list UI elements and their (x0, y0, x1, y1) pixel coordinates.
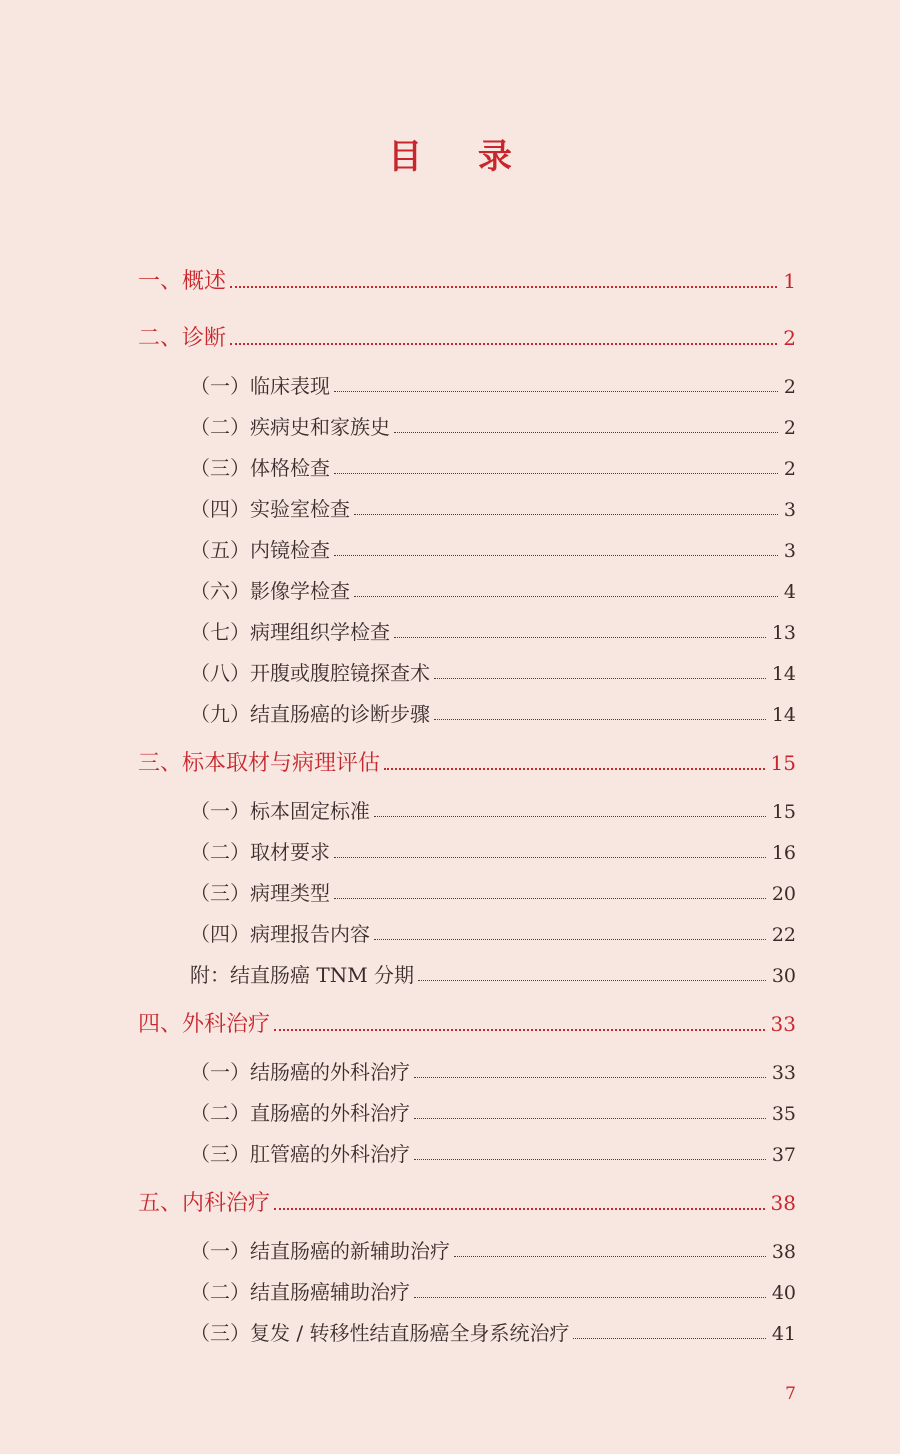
toc-label: （五）内镜检查 (190, 538, 330, 562)
toc-label: 二、诊断 (138, 326, 227, 351)
toc-label: （九）结直肠癌的诊断步骤 (190, 702, 430, 726)
toc-section[interactable] (190, 622, 796, 643)
toc-section[interactable] (190, 1241, 796, 1262)
toc-page-number: 38 (771, 1241, 796, 1263)
page-title: 目 录 (388, 137, 534, 177)
toc-page-number: 37 (771, 1144, 796, 1166)
toc-page-number: 14 (771, 704, 796, 726)
toc-page-number: 38 (770, 1191, 796, 1215)
toc-page-number: 40 (771, 1282, 796, 1304)
toc-page-number: 30 (771, 965, 796, 987)
leader-dots (414, 1077, 766, 1078)
toc-page-number: 3 (783, 499, 796, 521)
leader-dots (274, 1208, 765, 1210)
toc-label: （一）结直肠癌的新辅助治疗 (190, 1239, 450, 1263)
toc-label: 三、标本取材与病理评估 (138, 751, 381, 776)
toc-section[interactable] (190, 801, 796, 822)
toc-label: 附：结直肠癌 TNM 分期 (190, 963, 415, 987)
leader-dots (334, 555, 778, 556)
toc-label: （三）肛管癌的外科治疗 (190, 1142, 410, 1166)
leader-dots (334, 857, 766, 858)
toc-page-number: 20 (771, 883, 796, 905)
toc-page-number: 3 (783, 540, 796, 562)
leader-dots (230, 343, 777, 345)
toc-chapter-surgery[interactable] (138, 1014, 796, 1036)
toc-page-number: 16 (771, 842, 796, 864)
toc-section[interactable] (190, 458, 796, 479)
toc-label: （六）影像学检查 (190, 579, 350, 603)
toc-section[interactable] (190, 924, 796, 945)
toc-section[interactable] (190, 842, 796, 863)
toc-page-number: 2 (783, 326, 796, 350)
toc-section[interactable] (190, 376, 796, 397)
leader-dots (384, 768, 765, 770)
leader-dots (414, 1159, 766, 1160)
toc-chapter-medical-treatment[interactable] (138, 1193, 796, 1215)
toc-section[interactable] (190, 1323, 796, 1344)
toc-section[interactable] (190, 1062, 796, 1083)
toc-page-number: 2 (783, 458, 796, 480)
toc-page-number: 35 (771, 1103, 796, 1125)
toc-section[interactable] (190, 1144, 796, 1165)
toc-label: （二）结直肠癌辅助治疗 (190, 1280, 410, 1304)
leader-dots (434, 719, 766, 720)
toc-chapter-pathology[interactable] (138, 753, 796, 775)
leader-dots (418, 980, 766, 981)
toc-chapter-diagnosis[interactable] (138, 328, 796, 350)
leader-dots (414, 1118, 766, 1119)
toc-page-number: 41 (771, 1323, 796, 1345)
toc-label: （三）复发 / 转移性结直肠癌全身系统治疗 (190, 1321, 570, 1345)
toc-label: （八）开腹或腹腔镜探查术 (190, 661, 430, 685)
toc-label: （一）标本固定标准 (190, 799, 370, 823)
toc-section[interactable] (190, 417, 796, 438)
toc-section[interactable] (190, 581, 796, 602)
leader-dots (374, 816, 766, 817)
toc-page-number: 2 (783, 417, 796, 439)
leader-dots (394, 637, 766, 638)
toc-page-number: 13 (771, 622, 796, 644)
toc-section-appendix[interactable] (190, 965, 796, 986)
leader-dots (454, 1256, 766, 1257)
leader-dots (230, 286, 777, 288)
toc-page-number: 15 (771, 801, 796, 823)
toc-page-number: 22 (771, 924, 796, 946)
toc-label: （二）取材要求 (190, 840, 330, 864)
toc-label: （三）病理类型 (190, 881, 330, 905)
leader-dots (334, 898, 766, 899)
leader-dots (374, 939, 766, 940)
toc-page-number: 33 (770, 1012, 796, 1036)
toc-label: （四）实验室检查 (190, 497, 350, 521)
toc-section[interactable] (190, 499, 796, 520)
toc-section[interactable] (190, 1282, 796, 1303)
leader-dots (334, 473, 778, 474)
toc-section[interactable] (190, 540, 796, 561)
leader-dots (334, 391, 778, 392)
toc-section[interactable] (190, 663, 796, 684)
leader-dots (414, 1297, 766, 1298)
toc-label: （一）结肠癌的外科治疗 (190, 1060, 410, 1084)
leader-dots (354, 514, 778, 515)
leader-dots (394, 432, 778, 433)
leader-dots (274, 1029, 765, 1031)
leader-dots (434, 678, 766, 679)
toc-chapter-overview[interactable] (138, 271, 796, 293)
toc-page-number: 14 (771, 663, 796, 685)
toc-page-number: 1 (783, 269, 796, 293)
toc-label: 一、概述 (138, 269, 227, 294)
toc-section[interactable] (190, 883, 796, 904)
toc-label: （七）病理组织学检查 (190, 620, 390, 644)
toc-label: （二）疾病史和家族史 (190, 415, 390, 439)
page-number-footer: 7 (785, 1384, 796, 1404)
toc-label: 五、内科治疗 (138, 1191, 271, 1216)
toc-label: （三）体格检查 (190, 456, 330, 480)
toc-label: （四）病理报告内容 (190, 922, 370, 946)
toc-label: 四、外科治疗 (138, 1012, 271, 1037)
toc-section[interactable] (190, 704, 796, 725)
toc-page-number: 2 (783, 376, 796, 398)
toc-label: （一）临床表现 (190, 374, 330, 398)
toc-page-number: 33 (771, 1062, 796, 1084)
toc-page-number: 15 (770, 751, 796, 775)
leader-dots (354, 596, 778, 597)
toc-page-number: 4 (783, 581, 796, 603)
toc-label: （二）直肠癌的外科治疗 (190, 1101, 410, 1125)
leader-dots (573, 1338, 765, 1339)
toc-section[interactable] (190, 1103, 796, 1124)
